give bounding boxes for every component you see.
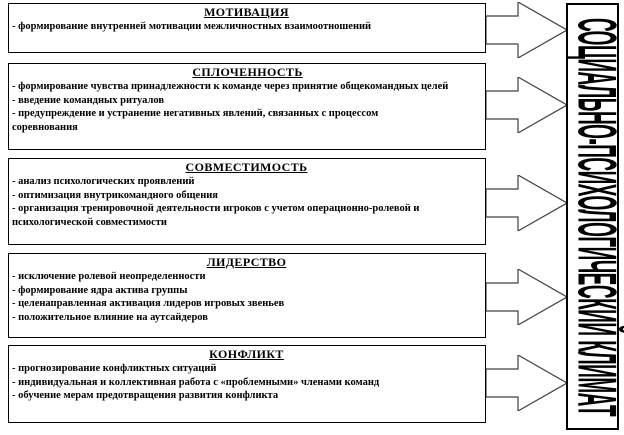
box-title: СПЛОЧЕННОСТЬ — [192, 65, 303, 79]
block-arrow-icon — [486, 2, 567, 58]
box-title: СОВМЕСТИМОСТЬ — [185, 160, 308, 174]
factor-box-conflict — [8, 345, 486, 423]
box-bullet: - обучение мерам предотвращения развития конфликта — [12, 390, 279, 401]
box-bullet: - прогнозирование конфликтных ситуаций — [12, 363, 217, 374]
block-arrow-icon — [486, 175, 567, 231]
box-bullet: - формирование внутренней мотивации межличностных взаимоотношений — [12, 21, 372, 32]
factor-box-compatibility — [8, 158, 486, 245]
box-bullet: - индивидуальная и коллективная работа с «проблемными» членами команд — [12, 376, 380, 388]
box-bullet: - организация тренировочной деятельности игроков с учетом операционно-ролевой и психологической совместимости — [12, 203, 420, 228]
box-bullet: - положительное влияние на аутсайдеров — [12, 311, 208, 323]
box-bullet: - предупреждение и устранение негативных явлений, связанных с процессом соревнования — [12, 108, 379, 133]
box-bullet: - формирование чувства принадлежности к команде через принятие общекомандных целей — [12, 81, 449, 92]
box-bullet: - исключение ролевой неопределенности — [12, 271, 206, 282]
factor-box-leadership — [8, 253, 486, 338]
result-bar-label: СОЦИАЛЬНО-ПСИХОЛОГИЧЕСКИЙ КЛИМАТ — [563, 17, 624, 416]
block-arrow-icon — [486, 77, 567, 133]
result-bar — [563, 3, 624, 430]
block-arrow-icon — [486, 269, 567, 325]
box-title: МОТИВАЦИЯ — [204, 5, 289, 19]
box-title: КОНФЛИКТ — [209, 347, 284, 361]
block-arrow-icon — [486, 355, 567, 411]
factor-box-motivation — [8, 3, 486, 53]
box-bullet: - анализ психологических проявлений — [12, 176, 195, 187]
box-bullet: - формирование ядра актива группы — [12, 284, 188, 296]
box-bullet: - целенаправленная активация лидеров игровых звеньев — [12, 298, 285, 309]
box-title: ЛИДЕРСТВО — [206, 255, 287, 269]
factor-box-cohesion — [8, 63, 486, 150]
box-bullet: - оптимизация внутрикомандного общения — [12, 189, 218, 201]
box-bullet: - введение командных ритуалов — [12, 94, 165, 106]
